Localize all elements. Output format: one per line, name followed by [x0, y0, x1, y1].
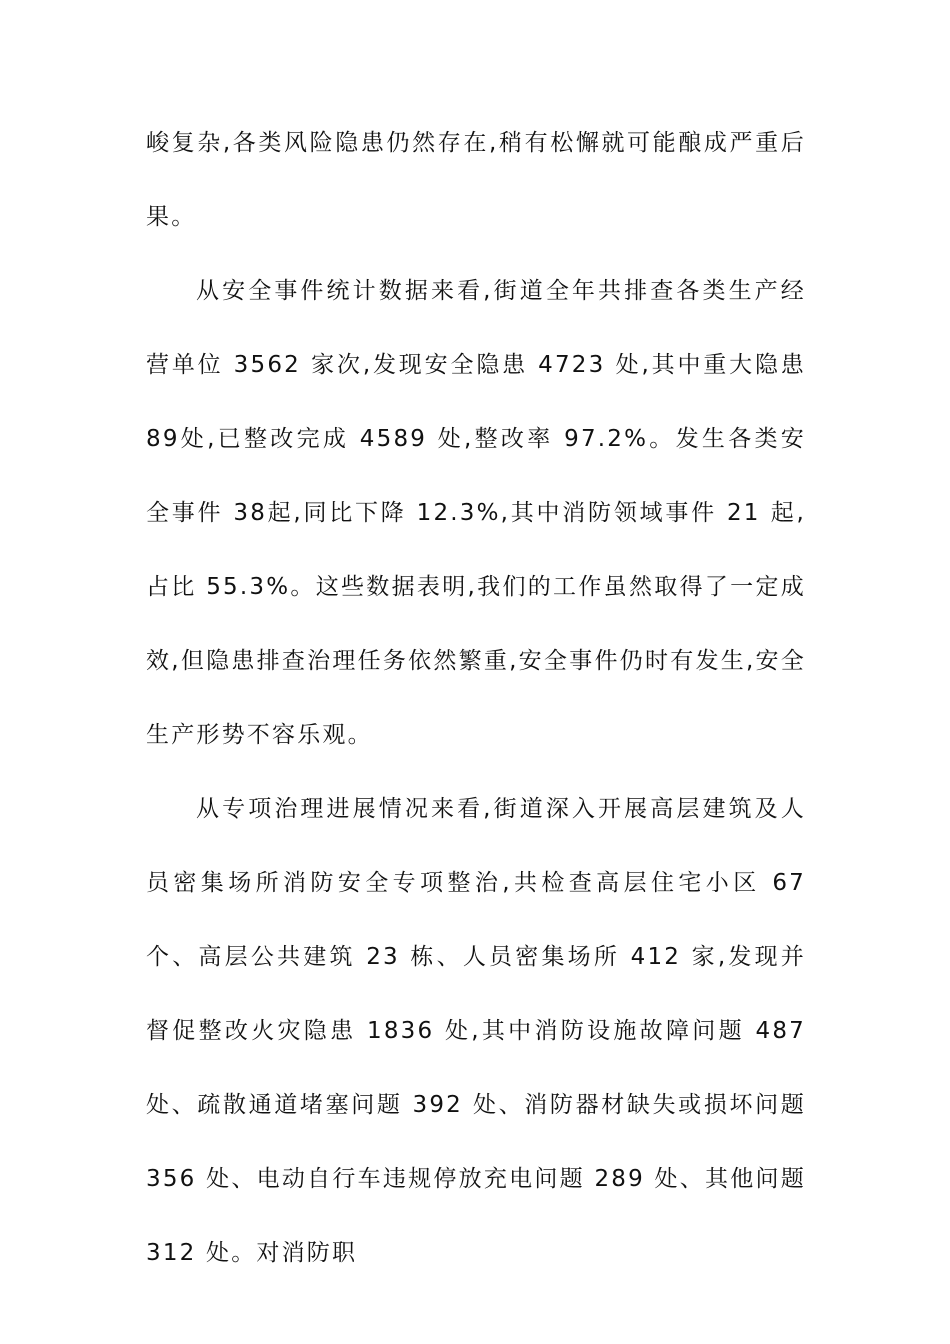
paragraph-safety-statistics: 从安全事件统计数据来看,街道全年共排查各类生产经营单位 3562 家次,发现安全隐患 4723 处,其中重大隐患 89处,已整改完成 4589 处,整改率 97.2%。发生各类安全事件 38起,同比下降 12.3%,其中消防领域事件 21 起,占比 55.3%。这些数据表明,我们的工作虽然取得了一定成效,但隐患排查治理任务依然繁重,安全事件仍时有发生,安全生产形势不容乐观。 — [146, 278, 806, 748]
document-body — [146, 106, 806, 1290]
paragraph-special-governance: 从专项治理进展情况来看,街道深入开展高层建筑及人员密集场所消防安全专项整治,共检查高层住宅小区 67 个、高层公共建筑 23 栋、人员密集场所 412 家,发现并督促整改火灾隐患 1836 处,其中消防设施故障问题 487 处、疏散通道堵塞问题 392 处、消防器材缺失或损坏问题 356 处、电动自行车违规停放充电问题 289 处、其他问题 312 处。对消防职 — [146, 796, 806, 1266]
paragraph-continuation: 峻复杂,各类风险隐患仍然存在,稍有松懈就可能酿成严重后果。 — [146, 130, 806, 230]
